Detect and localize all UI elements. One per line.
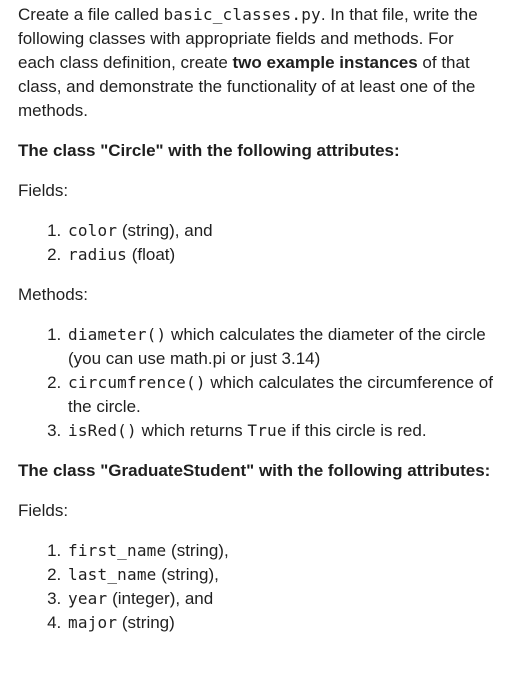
list-item [66,563,493,587]
list-item [66,539,493,563]
method-code-true: True [247,421,287,440]
field-desc: (float) [127,245,176,264]
field-code: last_name [68,565,157,584]
method-code: isRed() [68,421,137,440]
field-code: year [68,589,108,608]
field-desc: (string) [117,613,175,632]
circle-heading: The class "Circle" with the following attributes: [18,141,400,160]
field-desc: (string), [166,541,229,560]
list-item [66,323,493,371]
circle-fields-label: Fields: [18,181,69,200]
field-code: color [68,221,118,240]
method-code: diameter() [68,325,167,344]
list-item [66,219,493,243]
intro-text-1: Create a file called [18,5,164,24]
graduate-fields-label: Fields: [18,501,69,520]
method-desc: which returns [136,421,248,440]
list-item [66,419,493,443]
field-code: major [68,613,118,632]
circle-methods-label: Methods: [18,285,88,304]
intro-text-3: of that class, and demonstrate the functionality of at least one of the methods. [18,53,476,120]
method-code: circumfrence() [68,373,206,392]
intro-filename: basic_classes.py [163,5,321,24]
list-item [66,587,493,611]
circle-methods-list [18,323,493,443]
field-desc: (string), and [117,221,213,240]
list-item [66,611,493,635]
method-desc: which calculates the circumference of the circle. [68,373,493,416]
graduate-heading: The class "GraduateStudent" with the following attributes: [18,461,491,480]
intro-text-2: . In that file, write the following classes with appropriate fields and methods. For each class definition, create [18,5,478,72]
intro-paragraph [18,3,493,123]
method-desc: which calculates the diameter of the circle (you can use math.pi or just 3.14) [68,325,486,368]
field-code: radius [68,245,127,264]
intro-bold: two example instances [232,53,418,72]
field-code: first_name [68,541,167,560]
circle-fields-list [18,219,493,267]
method-desc-2: if this circle is red. [286,421,427,440]
graduate-fields-list [18,539,493,635]
field-desc: (integer), and [107,589,214,608]
field-desc: (string), [156,565,219,584]
list-item [66,243,493,267]
list-item [66,371,493,419]
